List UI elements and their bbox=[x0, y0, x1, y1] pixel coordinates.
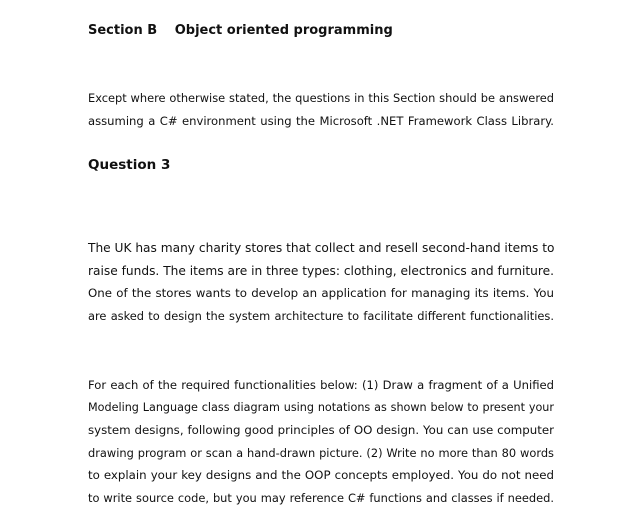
scenario-line: are asked to design the system architecture to facilitate different functionalities. bbox=[88, 308, 554, 323]
section-title: Object oriented programming bbox=[174, 23, 393, 38]
scenario-line: raise funds. The items are in three types: clothing, electronics and furniture. bbox=[88, 263, 554, 278]
instructions-line: to write source code, but you may reference C# functions and classes if needed. bbox=[88, 490, 554, 505]
section-label: Section B bbox=[88, 23, 158, 38]
instructions-line: to explain your key designs and the OOP concepts employed. You do not need bbox=[88, 468, 554, 483]
intro-line: Except where otherwise stated, the questions in this Section should be answered bbox=[88, 91, 554, 105]
intro-paragraph bbox=[88, 87, 554, 132]
scenario-line: One of the stores wants to develop an application for managing its items. You bbox=[88, 286, 554, 301]
question-heading: Question 3 bbox=[88, 157, 171, 173]
instructions-line: system designs, following good principles of OO design. You can use computer bbox=[88, 423, 554, 438]
scenario-paragraph bbox=[88, 237, 554, 327]
scenario-line: The UK has many charity stores that collect and resell second-hand items to bbox=[88, 241, 555, 255]
section-heading bbox=[88, 22, 393, 40]
instructions-line: drawing program or scan a hand-drawn picture. (2) Write no more than 80 words bbox=[88, 445, 554, 460]
instructions-line: Modeling Language class diagram using notations as shown below to present your bbox=[88, 400, 554, 414]
instructions-paragraph bbox=[88, 374, 554, 510]
intro-line: assuming a C# environment using the Microsoft .NET Framework Class Library. bbox=[88, 113, 554, 128]
instructions-line: For each of the required functionalities below: (1) Draw a fragment of a Unified bbox=[88, 378, 554, 392]
